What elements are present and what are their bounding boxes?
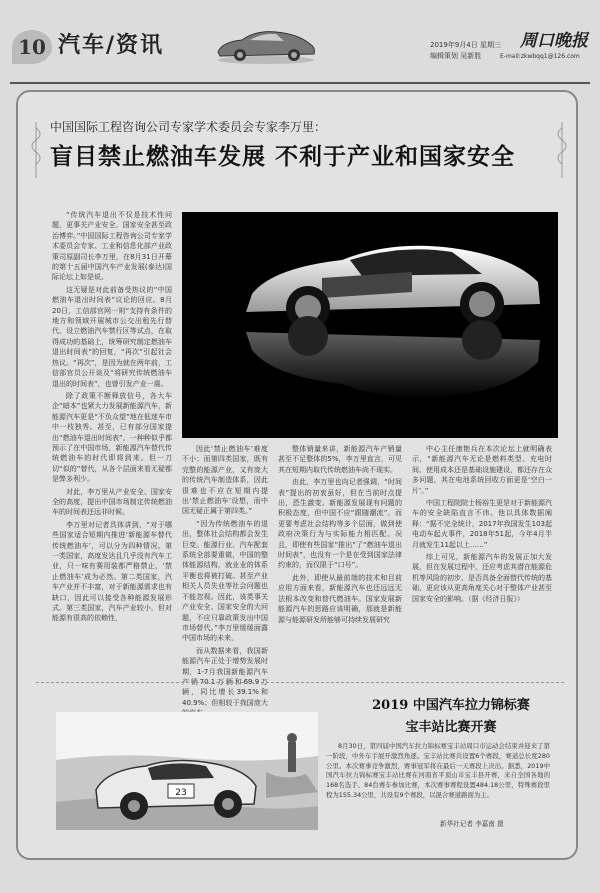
article-column-1 bbox=[52, 210, 172, 678]
paragraph: “因为传统燃油车的退出，整体社会结构都会发生巨变。能源行业、汽车配套系统全部要重做，中国的整体能源结构，就业业的体系平衡也将被打破。甚至产业相关人员失业等社会问题也不能忽视。因此，该类事关产业安全、国家安全的大问题，不应只靠政策发出中国市场替代。”李万里缓缓面露中国市场的未来， bbox=[182, 519, 268, 643]
article-headline: 盲目禁止燃油车发展 不利于产业和国家安全 bbox=[50, 143, 516, 170]
page-header bbox=[0, 0, 600, 82]
article-column-3 bbox=[278, 444, 402, 676]
photo-byline: 新华社记者 李嘉南 摄 bbox=[440, 820, 504, 828]
header-meta bbox=[430, 40, 501, 62]
article-column-4 bbox=[412, 444, 552, 676]
paragraph: 整体销量来讲，新能源汽车产销量甚至不足整体的5%，李万里直言，可见其在短期内取代传统燃油车尚不现实。 bbox=[278, 445, 402, 474]
article-subtitle: 中国国际工程咨询公司专家学术委员会专家李万里： bbox=[50, 120, 327, 134]
section-divider bbox=[36, 682, 564, 683]
paragraph: 李万里对记者具体讲到，“对于哪些国家适合短期内推进‘新能源车替代传统燃油车’，可以分为四种情况。第一类国家，高度发达且几乎没有汽车工业，只一味有赛用装都严格禁止，‘禁止燃油车’成为必然。第二类国家，汽车产业并不丰富，对于新能源需求也有缺口，因此可以接受各种能源发展形式。第三类国家，汽车产业较小，但对能源有很高的依赖性， bbox=[52, 520, 172, 623]
paragraph: “传统汽车退出不仅是技术性问题，更事关产业安全、国家安全甚至政治博弈。”中国国际工程咨询公司专家学术委员会专家、工业和信息化部产业政策司原副司长李万里，在8月31日开幕的第十五届中国汽车产业发展(泰达)国际论坛上如是说。 bbox=[52, 211, 172, 282]
rally-article-body bbox=[326, 742, 550, 801]
right-ornament-icon bbox=[550, 118, 574, 182]
svg-text:23: 23 bbox=[175, 788, 187, 798]
paragraph: 由此，李万里也向记者强调，“时间表”提出的初衷虽好，但在当前时点提出，恐生激变。新能源发展现有问题的积极态度，但中国不应“跟随潮流”，而更要考虑社会结构等多个层面，做到使政府决策行为与实际能力相匹配。况且，即使有些国家“推出”了“燃油车退出时间表”，也没有一个是在受到国家法律约束的，而仅限于“口号”。 bbox=[278, 478, 402, 570]
page-number: 10 bbox=[12, 30, 52, 64]
issue-date: 2019年9月4日 星期三 bbox=[430, 41, 501, 49]
section-title: 汽车/资讯 bbox=[58, 32, 165, 58]
header-car-illustration bbox=[212, 22, 320, 66]
paragraph: 这无疑是对此前备受热议的“中国燃油车退出时间表”议论的回应。8月20日，工信部官网一则“支持有条件的地方和领域开展城市公交出租先行替代、设立燃油汽车禁行区等试点，在取得成功的基础上，统筹研究制定燃油车退出时间表”的回复，“再次”引起社会热议。“再次”，是因为就在两年前，工信部官员公开谈及“将研究传统燃油车退出的时间表”，也曾引发产业一震。 bbox=[52, 285, 172, 388]
paragraph: 中国工程院院士杨裕生更是对于新能源汽车的安全缺陷直言不讳。他以具体数据阐释：“据不完全统计，2017年我国发生103起电动车起火事件，2018年51起，今年4月半月就发生11起以上……” bbox=[412, 499, 552, 549]
header-rule bbox=[10, 82, 590, 84]
newspaper-brand: 周口晚报 bbox=[520, 31, 588, 51]
paragraph: 而从数据来看，我国新能源汽车正处于增势发展时期，1-7月我国新能源汽车产销70.1万辆和69.9万辆，同比增长39.1%和40.9%；但相较于我国庞大 bbox=[182, 646, 268, 707]
paragraph: 综上可见，新能源汽车的发展正加大发展，但在发展过程中，还应考虑其潜在能源危机等风险的初步、是否具备全面替代传统的基础，更应该从更高角度关心对于整体产业甚至国家安全的影响。（据《经济日报》） bbox=[412, 553, 552, 603]
paragraph: 中心主任康艳兵在本次论坛上就明确表示，“新能源汽车无论是燃料类型、充电时间、使用成本还是基础设施建设，都还存在众多问题，其在电池系统回收方面更是‘空白一片’。” bbox=[412, 445, 552, 495]
rally-car-photo bbox=[56, 712, 318, 830]
paragraph: 此外，即使从最前端的技术和目前应用方面来看，新能源汽车也还远远无法根本改变和替代燃油车。国家发展新能源汽车的思路应该明确，那就是新能源与能源研发所能够可持续发展研究 bbox=[278, 573, 402, 624]
paragraph: 对此，李万里从产业安全、国家安全的高度，提出中国市场制定传统燃油车的时间表还远非时候。 bbox=[52, 487, 172, 517]
contact-email: E-mail:zkwbqq1@126.com bbox=[500, 53, 580, 60]
paragraph: 8月30日，第四届中国汽车拉力锦标赛宝丰站周口市运动会结束并迎来了第一阶段，中外车手展开激烈角逐。宝丰站比赛共设置6个赛段，赛道总长度280公里。本次赛事竞争激烈，赛事冠军将在最后一天赛段上决出。据悉，2019中国汽车拉力锦标赛宝丰站比赛在河南省平顶山市宝丰县开赛，来自全国各地的168名选手、84台赛车参加比赛，本次赛事赛程设置484.18公里，特殊赛段里程为155.34公里，共设有9个赛段，以混合赛道路面为主。 bbox=[326, 742, 550, 799]
paragraph: 除了政策不断释放信号，各大车企“暗本”也紧大力发展新能源汽车，新能源汽车更是“不负众望”地在低迷车市中一枝独秀。甚至，已有部分国家提出“燃油车退出时间表”，一种种似乎都预示了在中国市场，新能源汽车替代传统燃油车的时代即将到来。但一刀切“似的”替代，从各个层面来看无疑都是弊多利少。 bbox=[52, 391, 172, 484]
sports-car-photo bbox=[182, 212, 558, 438]
rally-title-line-1: 2019 中国汽车拉力锦标赛 bbox=[372, 698, 530, 713]
paragraph: 因此‘禁止燃油车’难度不小；而第四类国家，既有完整的能源产业，又有庞大的传统汽车制造体系，因此很难也不应在短期内提出‘禁止燃油车’设想，而中国无疑正属于第四类。” bbox=[182, 445, 268, 516]
left-ornament-icon bbox=[24, 118, 48, 182]
rally-title-line-2: 宝丰站比赛开赛 bbox=[405, 720, 497, 735]
editor-credit: 编辑策划 吴新胜 bbox=[430, 52, 482, 60]
article-column-2 bbox=[182, 444, 268, 707]
